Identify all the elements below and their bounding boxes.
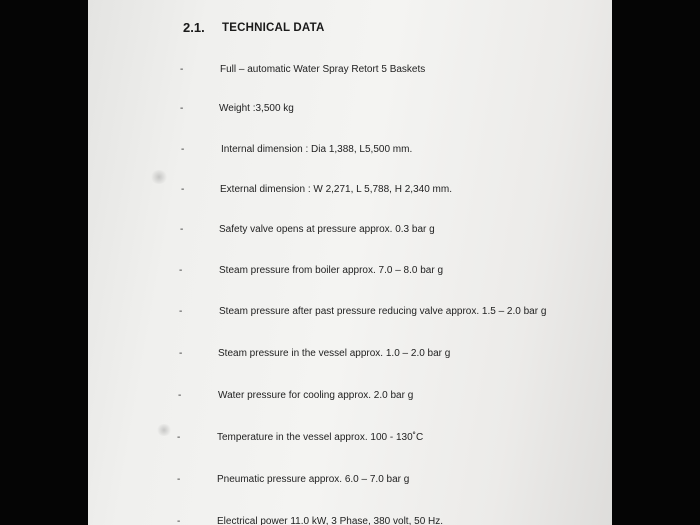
- spec-text: Weight :3,500 kg: [219, 103, 294, 114]
- section-title: TECHNICAL DATA: [222, 22, 325, 34]
- section-number: 2.1.: [183, 20, 205, 35]
- spec-item: [88, 224, 612, 240]
- spec-text: Full – automatic Water Spray Retort 5 Baskets: [220, 64, 426, 75]
- spec-item: [88, 348, 612, 364]
- spec-text: Steam pressure after past pressure reducing valve approx. 1.5 – 2.0 bar g: [219, 306, 547, 317]
- spec-text: Safety valve opens at pressure approx. 0.3 bar g: [219, 224, 435, 235]
- spec-text: Water pressure for cooling approx. 2.0 bar g: [218, 390, 414, 401]
- bullet-mark: -: [180, 103, 184, 114]
- spec-item: [88, 265, 612, 281]
- spec-text: Pneumatic pressure approx. 6.0 – 7.0 bar g: [217, 474, 410, 485]
- spec-item: [88, 306, 612, 322]
- document-page: [88, 0, 612, 525]
- bullet-mark: -: [181, 144, 185, 155]
- spec-text: Steam pressure in the vessel approx. 1.0 – 2.0 bar g: [218, 348, 451, 359]
- paper-smudge: [150, 170, 168, 184]
- spec-item: [88, 144, 612, 160]
- bullet-mark: -: [181, 184, 185, 195]
- spec-item: [88, 390, 612, 406]
- spec-item: [88, 184, 612, 200]
- bullet-mark: -: [177, 474, 181, 485]
- bullet-mark: -: [177, 432, 181, 443]
- spec-text: Steam pressure from boiler approx. 7.0 – 8.0 bar g: [219, 265, 444, 276]
- paper-smudge: [156, 424, 172, 436]
- bullet-mark: -: [179, 306, 183, 317]
- bullet-mark: -: [179, 348, 183, 359]
- spec-item: [88, 64, 612, 80]
- bullet-mark: -: [179, 265, 183, 276]
- spec-item: [88, 103, 612, 119]
- spec-text: Temperature in the vessel approx. 100 - 130˚C: [217, 432, 424, 443]
- bullet-mark: -: [180, 224, 184, 235]
- spec-item: [88, 516, 612, 525]
- spec-item: [88, 474, 612, 490]
- bullet-mark: -: [180, 64, 184, 75]
- bullet-mark: -: [178, 390, 182, 401]
- bullet-mark: -: [177, 516, 181, 525]
- spec-text: External dimension : W 2,271, L 5,788, H 2,340 mm.: [220, 184, 452, 195]
- spec-text: Internal dimension : Dia 1,388, L5,500 mm.: [221, 144, 413, 155]
- spec-text: Electrical power 11.0 kW, 3 Phase, 380 volt, 50 Hz.: [217, 516, 444, 525]
